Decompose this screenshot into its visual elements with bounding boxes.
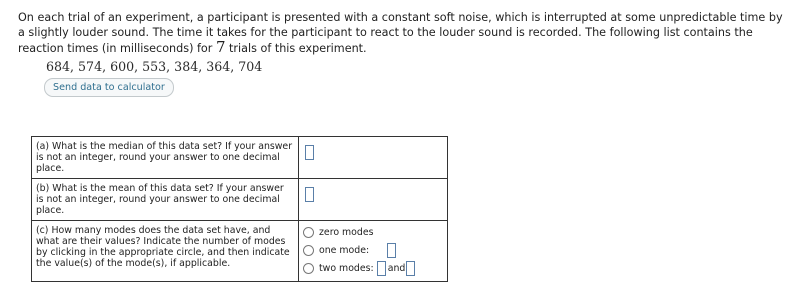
one-mode-label: one mode: <box>319 244 370 256</box>
question-b-text: (b) What is the mean of this data set? If your answer is not an integer, round your answer to one decimal place. <box>32 179 299 221</box>
median-answer-input[interactable] <box>305 145 314 160</box>
question-c-row <box>32 221 448 282</box>
zero-modes-radio[interactable] <box>303 227 314 238</box>
trial-count: 7 <box>215 38 226 56</box>
question-b-row <box>32 179 448 221</box>
zero-modes-option[interactable] <box>303 223 443 241</box>
questions-table <box>31 136 448 282</box>
zero-modes-label: zero modes <box>319 226 374 238</box>
mean-answer-input[interactable] <box>305 187 314 202</box>
question-b-answer-cell <box>299 179 448 221</box>
question-c-text: (c) How many modes does the data set have, and what are their values? Indicate the number of modes by clicking in the appropriate circle, and then indicate the value(s) of the mode(s), if applicable. <box>32 221 299 282</box>
two-modes-label: two modes: <box>319 262 374 274</box>
problem-statement <box>18 10 788 56</box>
one-mode-value-input[interactable] <box>387 243 396 258</box>
two-modes-second-value-input[interactable] <box>406 261 415 276</box>
question-c-answer-cell <box>299 221 448 282</box>
and-label: and <box>387 262 406 274</box>
two-modes-first-value-input[interactable] <box>377 261 386 276</box>
two-modes-radio[interactable] <box>303 263 314 274</box>
one-mode-option[interactable] <box>303 241 443 259</box>
question-a-text: (a) What is the median of this data set? If your answer is not an integer, round your answer to one decimal place. <box>32 137 299 179</box>
intro-text-part2: trials of this experiment. <box>225 42 367 55</box>
intro-text-part1: On each trial of an experiment, a participant is presented with a constant soft noise, which is interrupted at some unpredictable time by a slightly louder sound. The time it takes for the participant to react to the louder sound is recorded. The following list contains the reaction times (in milliseconds) for <box>18 11 783 55</box>
question-a-row <box>32 137 448 179</box>
question-a-answer-cell <box>299 137 448 179</box>
two-modes-option[interactable] <box>303 259 443 277</box>
send-data-to-calculator-button[interactable]: Send data to calculator <box>44 78 174 97</box>
reaction-times-list: 684, 574, 600, 553, 384, 364, 704 <box>46 59 263 74</box>
